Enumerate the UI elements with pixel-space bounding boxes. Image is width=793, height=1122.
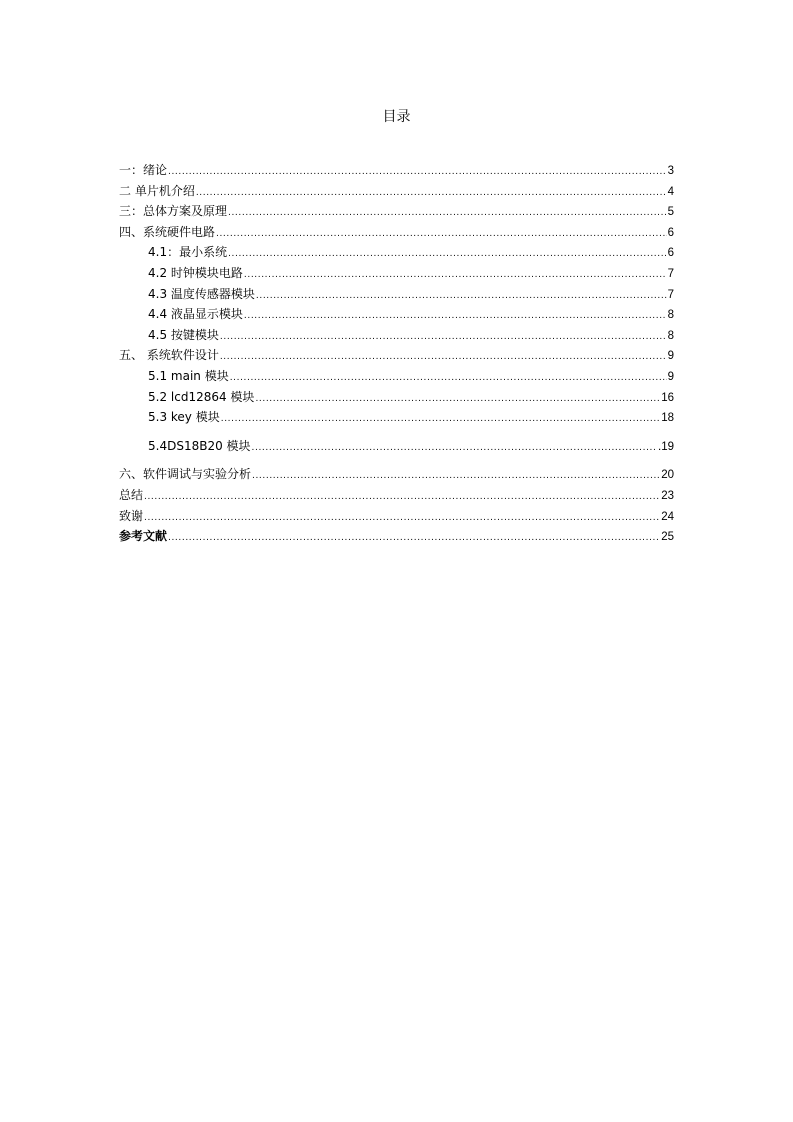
toc-leader-dots xyxy=(196,183,667,204)
toc-entry-debugging[interactable] xyxy=(119,464,674,485)
toc-entry-lcd-module[interactable] xyxy=(119,304,674,325)
toc-entry-mcu-intro[interactable] xyxy=(119,181,674,202)
toc-leader-dots xyxy=(255,389,660,410)
toc-leader-dots xyxy=(221,409,660,430)
toc-entry-text: 四、系统硬件电路 xyxy=(119,224,216,239)
toc-entry-page: 24 xyxy=(661,510,674,523)
toc-entry-page: 6 xyxy=(667,226,674,239)
page-title: 目录 xyxy=(382,109,411,125)
toc-entry-page: 9 xyxy=(667,370,674,383)
toc-entry-text: 4.5 按键模块 xyxy=(148,327,219,342)
toc-entry-page: 5 xyxy=(667,206,674,219)
toc-leader-dots xyxy=(228,244,667,265)
toc-entry-text: 三：总体方案及原理 xyxy=(119,204,228,219)
toc-leader-dots xyxy=(168,528,660,549)
toc-leader-dots xyxy=(228,203,667,224)
toc-entry-intro[interactable] xyxy=(119,160,674,181)
toc-leader-dots xyxy=(144,487,660,508)
toc-entry-key-code-module[interactable] xyxy=(119,407,674,428)
toc-entry-text: 一：绪论 xyxy=(119,163,168,177)
toc-entry-page: 4 xyxy=(667,185,674,198)
toc-leader-dots xyxy=(230,368,667,389)
toc-leader-dots xyxy=(244,306,667,327)
toc-leader-dots xyxy=(244,265,667,286)
toc-entry-page: 16 xyxy=(661,391,674,404)
toc-entry-minimal-system[interactable] xyxy=(119,242,674,263)
toc-entry-key-module[interactable] xyxy=(119,325,674,346)
toc-leader-dots xyxy=(252,438,657,459)
toc-entry-text: 4.2 时钟模块电路 xyxy=(148,265,243,280)
toc-entry-text: 二 单片机介绍 xyxy=(119,183,195,198)
toc-entry-ds18b20-module[interactable] xyxy=(119,436,674,457)
toc-entry-software[interactable] xyxy=(119,345,674,366)
toc-entry-text: 5.2 lcd12864 模块 xyxy=(148,389,255,404)
toc-entry-acknowledgements[interactable] xyxy=(119,506,674,527)
toc-entry-page: 6 xyxy=(667,247,674,260)
toc-entry-text: 4.4 液晶显示模块 xyxy=(148,307,243,322)
toc-entry-page: 3 xyxy=(667,165,674,177)
toc-entry-page: 18 xyxy=(661,412,674,425)
toc-leader-dots xyxy=(168,162,667,183)
toc-entry-text: 5.4DS18B20 模块 xyxy=(148,438,251,453)
toc-entry-page: 9 xyxy=(667,350,674,363)
toc-entry-page: 20 xyxy=(661,469,674,482)
toc-entry-text: 参考文献 xyxy=(119,529,168,544)
toc-entry-hardware[interactable] xyxy=(119,222,674,243)
toc-leader-dots xyxy=(220,347,667,368)
toc-leader-dots xyxy=(220,327,667,348)
toc-entry-lcd12864-module[interactable] xyxy=(119,387,674,408)
toc-leader-dots xyxy=(144,508,660,529)
toc-entry-page: 8 xyxy=(667,329,674,342)
toc-entry-page: .19 xyxy=(658,440,674,453)
toc-entry-main-module[interactable] xyxy=(119,366,674,387)
toc-entry-text: 总结 xyxy=(119,487,144,502)
toc-entry-text: 五、 系统软件设计 xyxy=(119,348,219,363)
toc-leader-dots xyxy=(216,224,667,245)
toc-entry-page: 8 xyxy=(667,309,674,322)
toc-entry-overall-scheme[interactable] xyxy=(119,201,674,222)
toc-entry-page: 7 xyxy=(667,267,674,280)
toc-entry-page: 23 xyxy=(661,489,674,502)
toc-entry-summary[interactable] xyxy=(119,485,674,506)
toc-entry-page: 25 xyxy=(661,531,674,544)
toc-entry-page: 7 xyxy=(667,288,674,301)
toc-entry-clock-module[interactable] xyxy=(119,263,674,284)
toc-entry-temperature-sensor[interactable] xyxy=(119,284,674,305)
table-of-contents xyxy=(119,160,674,547)
toc-leader-dots xyxy=(252,466,660,487)
toc-entry-references[interactable] xyxy=(119,526,674,547)
toc-entry-text: 5.1 main 模块 xyxy=(148,368,229,383)
toc-leader-dots xyxy=(256,286,667,307)
toc-entry-text: 致谢 xyxy=(119,508,144,523)
toc-entry-text: 六、软件调试与实验分析 xyxy=(119,467,252,482)
toc-entry-text: 4.1：最小系统 xyxy=(148,245,228,260)
toc-entry-text: 4.3 温度传感器模块 xyxy=(148,286,255,301)
toc-entry-text: 5.3 key 模块 xyxy=(148,410,220,425)
